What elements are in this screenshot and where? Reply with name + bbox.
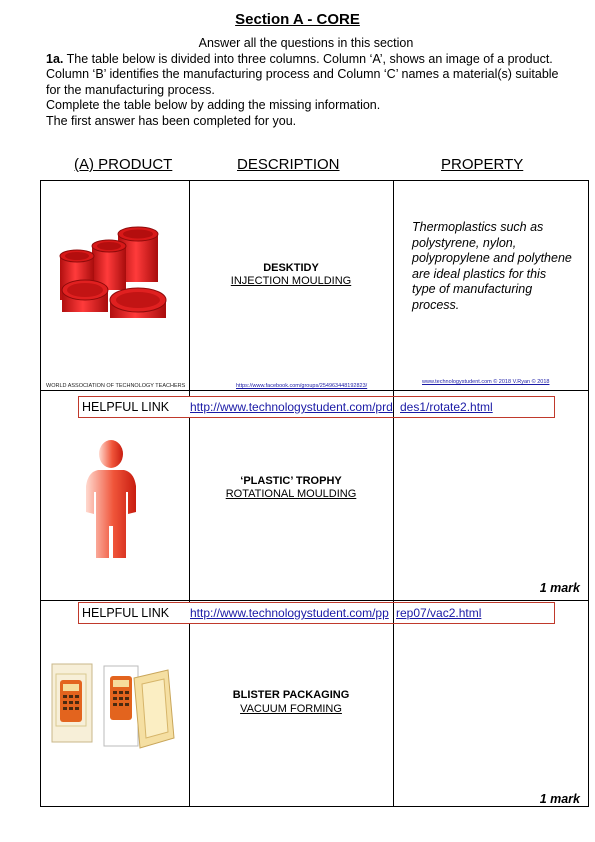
helpful-link-box-1 bbox=[78, 396, 555, 418]
column-header-product: (A) PRODUCT bbox=[74, 156, 173, 173]
desk-tidy-image bbox=[56, 220, 176, 340]
trophy-image bbox=[82, 440, 140, 558]
question-number: 1a. bbox=[46, 51, 64, 66]
helpful-link-url-1[interactable]: http://www.technologystudent.com/prd bbox=[190, 400, 393, 414]
table-divider-2 bbox=[393, 180, 394, 807]
row2-process: ROTATIONAL MOULDING bbox=[225, 488, 357, 500]
row1-process: INJECTION MOULDING bbox=[230, 275, 352, 287]
instructions-body bbox=[46, 52, 566, 99]
helpful-link-box-2 bbox=[78, 602, 555, 624]
instructions-first: The first answer has been completed for you. bbox=[46, 113, 297, 128]
instructions-line1: Answer all the questions in this section bbox=[198, 36, 414, 50]
helpful-link-divider-1 bbox=[393, 397, 394, 417]
row3-name: BLISTER PACKAGING bbox=[232, 689, 350, 701]
helpful-link-url-1b[interactable]: des1/rotate2.html bbox=[400, 400, 493, 414]
row2-name: ‘PLASTIC’ TROPHY bbox=[240, 475, 342, 487]
credit-technologystudent[interactable]: www.technologystudent.com © 2018 V.Ryan © 2018 bbox=[422, 379, 550, 385]
row-divider-2 bbox=[40, 600, 589, 601]
helpful-link-divider-2 bbox=[393, 603, 394, 623]
column-header-property: PROPERTY bbox=[441, 156, 524, 173]
section-title: Section A - CORE bbox=[235, 11, 360, 28]
helpful-link-label-1: HELPFUL LINK bbox=[82, 400, 170, 414]
instructions bbox=[46, 36, 566, 129]
row1-property: Thermoplastics such as polystyrene, nylon, polypropylene and polythene are ideal plastics for this type of manufacturing process. bbox=[412, 220, 572, 312]
row3-process: VACUUM FORMING bbox=[240, 703, 342, 715]
instructions-complete: Complete the table below by adding the missing information. bbox=[46, 98, 381, 112]
column-header-description: DESCRIPTION bbox=[237, 156, 340, 173]
row1-name: DESKTIDY bbox=[263, 262, 319, 274]
helpful-link-label-2: HELPFUL LINK bbox=[82, 606, 170, 620]
blister-packaging-image bbox=[50, 660, 180, 750]
row3-mark: 1 mark bbox=[539, 792, 580, 806]
credit-facebook-link[interactable]: https://www.facebook.com/groups/254963448192823/ bbox=[236, 383, 368, 389]
instructions-text: The table below is divided into three columns. Column ‘A’, shows an image of a product. Column ‘B’ identifies the manufacturing process and Column ‘C’ names a material(s) suitable for the manufacturing process. bbox=[46, 51, 559, 97]
credit-watt: WORLD ASSOCIATION OF TECHNOLOGY TEACHERS bbox=[46, 383, 186, 389]
row2-mark: 1 mark bbox=[539, 581, 580, 595]
helpful-link-url-2[interactable]: http://www.technologystudent.com/pp bbox=[190, 606, 389, 620]
row-divider-1 bbox=[40, 390, 589, 391]
helpful-link-url-2b[interactable]: rep07/vac2.html bbox=[396, 606, 482, 620]
